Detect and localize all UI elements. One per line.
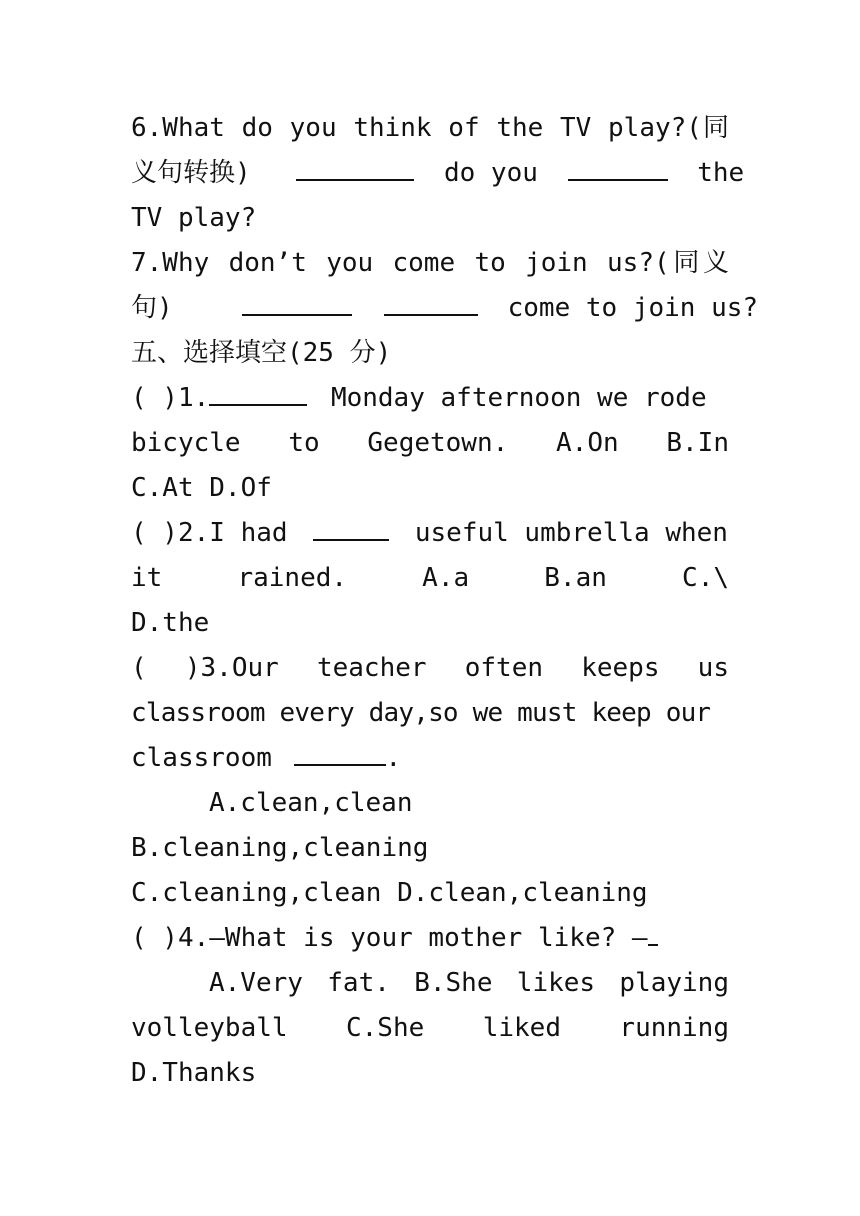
q6-blank-1[interactable] <box>296 155 414 181</box>
item1-blank[interactable] <box>209 380 307 406</box>
q6-line-1: 6.What do you think of the TV play?(同 <box>131 113 729 143</box>
item3-blank[interactable] <box>294 740 386 766</box>
item2-blank[interactable] <box>313 515 389 541</box>
q7-line-2 <box>131 286 759 331</box>
item2-text: useful umbrella when <box>414 518 728 548</box>
item2-prefix: ( )2.I had <box>131 518 288 548</box>
item2-line-1 <box>131 511 729 556</box>
q6-note: 义句转换) <box>131 158 251 188</box>
q6-text-end: the <box>697 158 745 188</box>
item1-line-3: C.At D.Of <box>131 473 272 503</box>
q7-text-end: come to join us? <box>507 293 759 323</box>
q7-line-1: 7.Why don’t you come to join us?(同义 <box>131 248 729 278</box>
item1-line-2: bicycle to Gegetown. A.On B.In <box>131 428 729 458</box>
section-title: 五、选择填空(25 分) <box>131 338 392 368</box>
item1-line-1 <box>131 376 729 421</box>
item2-line-3: D.the <box>131 608 210 638</box>
q6-line-3: TV play? <box>131 203 257 233</box>
item1-text: Monday afternoon we rode <box>330 383 707 413</box>
item4-blank[interactable] <box>648 920 658 946</box>
item2-line-2: it rained. A.a B.an C.\ <box>131 563 729 593</box>
item3-options-c-d: C.cleaning,clean D.clean,cleaning <box>131 878 648 908</box>
item4-option-d: D.Thanks <box>131 1058 257 1088</box>
q6-text-mid: do you <box>443 158 538 188</box>
q7-note: 句) <box>131 293 173 323</box>
item3-line-1: ( )3.Our teacher often keeps us <box>131 653 729 683</box>
item3-text: classroom <box>131 743 272 773</box>
item3-option-b: B.cleaning,cleaning <box>131 833 429 863</box>
item3-line-3 <box>131 736 729 781</box>
item4-options-a-b: A.Very fat. B.She likes playing <box>209 968 729 998</box>
item3-option-a: A.clean,clean <box>209 788 413 818</box>
q6-blank-2[interactable] <box>568 155 668 181</box>
item4-line-1 <box>131 916 729 961</box>
item3-period: . <box>385 743 402 773</box>
item3-line-2: classroom every day,so we must keep our <box>131 698 711 728</box>
item4-text: ( )4.—What is your mother like? — <box>131 923 648 953</box>
q7-blank-1[interactable] <box>242 290 352 316</box>
q7-blank-2[interactable] <box>384 290 478 316</box>
q6-line-2 <box>131 151 745 196</box>
item4-line-3: volleyball C.She liked running <box>131 1013 729 1043</box>
item1-prefix: ( )1. <box>131 383 210 413</box>
